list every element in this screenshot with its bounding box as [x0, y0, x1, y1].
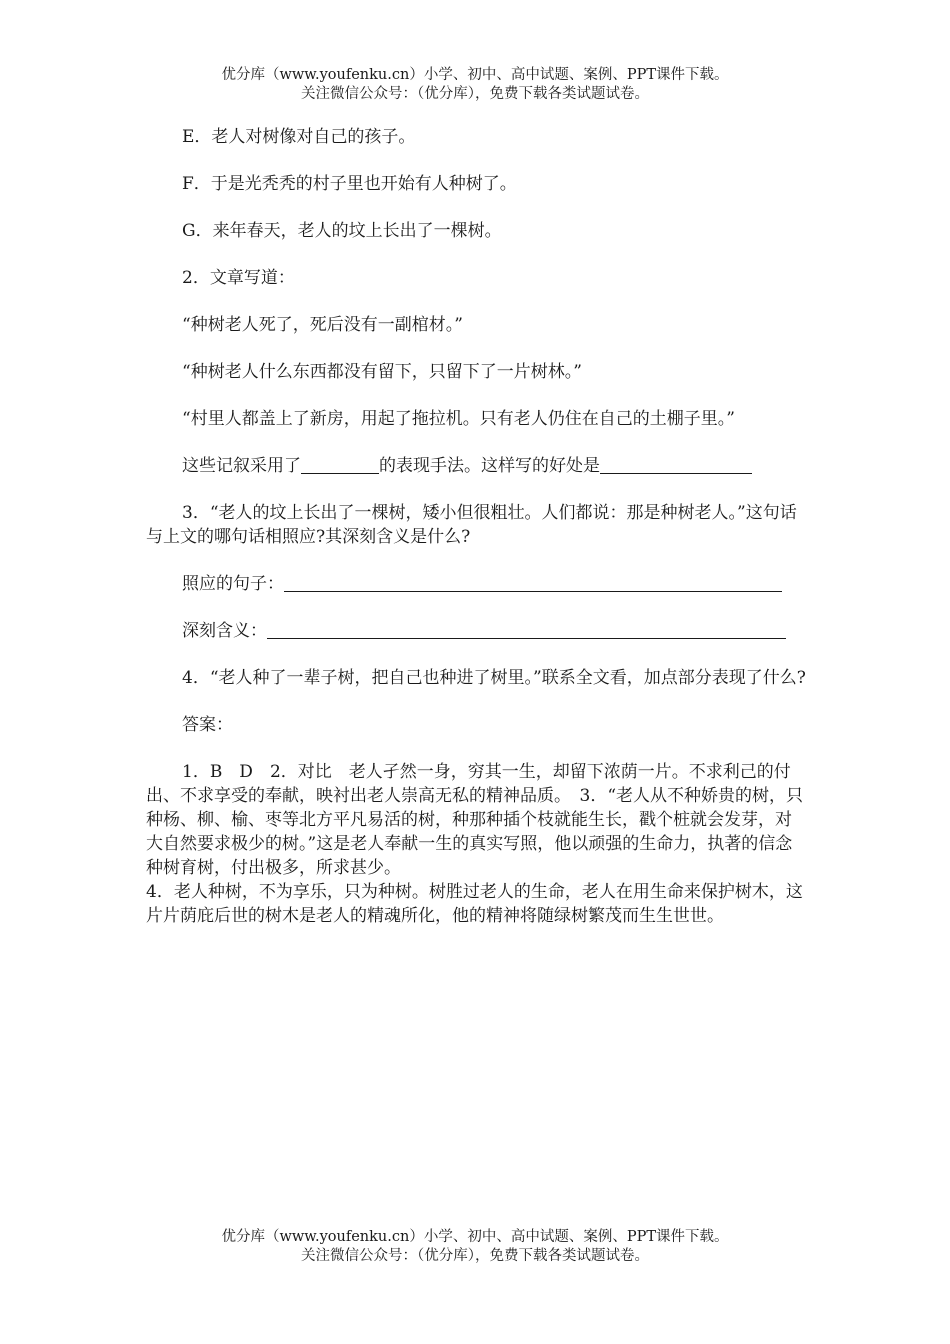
- question-3-label-sentence: 照应的句子：: [182, 574, 284, 594]
- page-header: [0, 66, 950, 104]
- footer-line-1: 优分库（www.youfenku.cn）小学、初中、高中试题、案例、PPT课件下载。: [221, 1229, 729, 1245]
- header-line-1: 优分库（www.youfenku.cn）小学、初中、高中试题、案例、PPT课件下载。: [221, 67, 729, 83]
- option-e: E．老人对树像对自己的孩子。: [182, 127, 416, 147]
- question-3-label-meaning: 深刻含义：: [182, 621, 267, 641]
- header-line-2: 关注微信公众号：（优分库），免费下载各类试题试卷。: [301, 86, 649, 102]
- question-3-line-2: [146, 619, 806, 643]
- answer-blank-benefit[interactable]: [600, 455, 752, 474]
- option-f: F．于是光秃秃的村子里也开始有人种树了。: [182, 174, 517, 194]
- answer-text-1: 1．B D 2．对比 老人孑然一身，穷其一生，却留下浓荫一片。不求利己的付出、不求享受的奉献，映衬出老人崇高无私的精神品质。 3．“老人从不种娇贵的树，只种杨、柳、榆、枣等北方平凡易活的树，种那种插个枝就能生长，戳个桩就会发芽，对大自然要求极少的树。”这是老人奉献一生的真实写照，他以顽强的生命力，执著的信念种树育树，付出极多，所求甚少。: [146, 762, 804, 878]
- answer-blank-sentence[interactable]: [284, 573, 782, 592]
- option-g: G．来年春天，老人的坟上长出了一棵树。: [182, 221, 502, 241]
- answer-title: 答案：: [182, 715, 233, 735]
- question-2-quote-3: “村里人都盖上了新房，用起了拖拉机。只有老人仍住在自己的土棚子里。”: [182, 409, 735, 429]
- question-2-prompt-part-b: 的表现手法。这样写的好处是: [379, 456, 600, 476]
- answer-text-2: 4．老人种树，不为享乐，只为种树。树胜过老人的生命，老人在用生命来保护树木，这片片荫庇后世的树木是老人的精魂所化，他的精神将随绿树繁茂而生生世世。: [146, 882, 803, 926]
- question-3-text: 3．“老人的坟上长出了一棵树，矮小但很粗壮。人们都说：那是种树老人。”这句话与上文的哪句话相照应?其深刻含义是什么?: [146, 503, 797, 547]
- footer-line-2: 关注微信公众号：（优分库），免费下载各类试题试卷。: [301, 1248, 649, 1264]
- question-3-line-1: [146, 572, 806, 596]
- question-2-quote-1: “种树老人死了，死后没有一副棺材。”: [182, 315, 463, 335]
- answer-blank-technique[interactable]: [301, 455, 379, 474]
- question-2-title: 2．文章写道：: [182, 268, 295, 288]
- answer-blank-meaning[interactable]: [267, 620, 786, 639]
- document-body: [146, 125, 806, 928]
- question-2-prompt: [146, 454, 806, 478]
- page-footer: [0, 1228, 950, 1266]
- question-2-quote-2: “种树老人什么东西都没有留下，只留下了一片树林。”: [182, 362, 582, 382]
- question-4-text: 4．“老人种了一辈子树，把自己也种进了树里。”联系全文看，加点部分表现了什么?: [182, 668, 806, 688]
- question-2-prompt-part-a: 这些记叙采用了: [182, 456, 301, 476]
